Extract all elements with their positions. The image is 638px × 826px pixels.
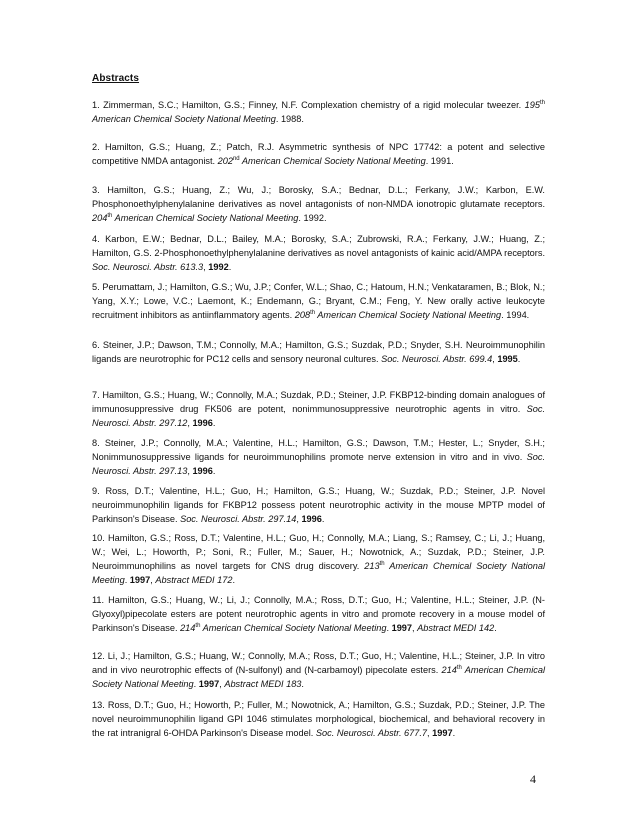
citation-source: Abstract MEDI 183 bbox=[224, 679, 302, 689]
reference-text: . bbox=[212, 466, 216, 476]
citation-source: American Chemical Society National Meeting bbox=[200, 623, 387, 633]
page-number: 4 bbox=[530, 772, 536, 786]
citation-source: 213 bbox=[364, 561, 380, 571]
citation-source: 214 bbox=[441, 665, 457, 675]
reference-text: 11. Hamilton, G.S.; Huang, W.; Li, J.; Connolly, M.A.; Ross, D.T.; Guo, H.; Valentine, H.L.; Steiner, J.P. (N-Glyoxyl)pipecolate esters are potent neurotrophic agents in vitro and promote recovery in a mouse model of Parkinson's Disease. bbox=[92, 595, 545, 633]
reference-item bbox=[92, 232, 545, 274]
reference-item bbox=[92, 593, 545, 635]
reference-text: . 1991. bbox=[425, 156, 454, 166]
reference-text: , bbox=[203, 262, 209, 272]
citation-source: American Chemical Society National Meeting bbox=[315, 310, 502, 320]
reference-text: , bbox=[412, 623, 418, 633]
reference-text: 12. Li, J.; Hamilton, G.S.; Huang, W.; Connolly, M.A.; Ross, D.T.; Guo, H.; Valentine, H.L.; Steiner, J.P. In vitro and in vivo neurotrophic effects of (N-sulfonyl) and (N-carbamoyl) pipecolate esters. bbox=[92, 651, 545, 675]
reference-text: . bbox=[212, 418, 216, 428]
citation-year: 1996 bbox=[301, 514, 322, 524]
citation-year: 1997 bbox=[432, 728, 453, 738]
ordinal-suffix: nd bbox=[232, 155, 240, 162]
reference-text: , bbox=[187, 418, 193, 428]
reference-text: 7. Hamilton, G.S.; Huang, W.; Connolly, M.A.; Suzdak, P.D.; Steiner, J.P. FKBP12-binding domain analogues of immunosuppressive drug FK506 are potent, nonimmunosuppressive neurotrophic agents in vitro. bbox=[92, 390, 545, 414]
reference-text: , bbox=[219, 679, 225, 689]
citation-source: American Chemical Society National Meeting bbox=[92, 114, 276, 124]
citation-source: Soc. Neurosci. Abstr. 297.12 bbox=[92, 404, 545, 428]
citation-source: Soc. Neurosci. Abstr. 677.7 bbox=[315, 728, 428, 738]
reference-text: 9. Ross, D.T.; Valentine, H.L.; Guo, H.; Hamilton, G.S.; Huang, W.; Suzdak, P.D.; Steiner, J.P. Novel neuroimmunophilin ligands for FKBP12 possess potent neurotrophic activity in the mouse MPTP model of Parkinson's Disease. bbox=[92, 486, 545, 524]
citation-source: 204 bbox=[92, 213, 108, 223]
reference-text: . bbox=[301, 679, 304, 689]
reference-text: . 1992. bbox=[298, 213, 327, 223]
citation-year: 1997 bbox=[198, 679, 220, 689]
ordinal-suffix: th bbox=[456, 664, 462, 671]
citation-year: 1996 bbox=[192, 466, 213, 476]
citation-year: 1995 bbox=[497, 354, 518, 364]
reference-text: 10. Hamilton, G.S.; Ross, D.T.; Valentine, H.L.; Guo, H.; Connolly, M.A.; Liang, S.; Ramsey, C.; Li, J.; Huang, W.; Wei, L.; Howorth, P.; Soni, R.; Fuller, M.; Sauer, H.; Nowotnick, A.; Suzdak, P.D.; Steiner, J.P. Neuroimmunophilins as novel targets for CNS drug discovery. bbox=[92, 533, 545, 571]
citation-source: Abstract MEDI 172 bbox=[155, 575, 233, 585]
reference-item bbox=[92, 531, 545, 587]
reference-item bbox=[92, 388, 545, 430]
reference-item bbox=[92, 140, 545, 168]
citation-source: 195 bbox=[524, 100, 540, 110]
reference-text: . 1994. bbox=[501, 310, 530, 320]
reference-item bbox=[92, 183, 545, 225]
reference-text: , bbox=[150, 575, 156, 585]
reference-text: , bbox=[492, 354, 498, 364]
citation-source: American Chemical Society National Meeting bbox=[112, 213, 299, 223]
citation-source: American Chemical Society National Meeting bbox=[239, 156, 426, 166]
reference-text: . 1988. bbox=[275, 114, 304, 124]
citation-source: Soc. Neurosci. Abstr. 297.14 bbox=[180, 514, 297, 524]
reference-text: 4. Karbon, E.W.; Bednar, D.L.; Bailey, M.A.; Borosky, S.A.; Zubrowski, R.A.; Ferkany, J.W.; Huang, Z.; Hamilton, G.S. 2-Phosphonoethylphenylalanine derivatives as novel antagonists of kainic acid/AMPA receptors. bbox=[92, 234, 545, 258]
reference-text: . bbox=[124, 575, 130, 585]
ordinal-suffix: th bbox=[539, 99, 545, 106]
reference-text: . bbox=[452, 728, 456, 738]
citation-source: American Chemical Society National Meeting bbox=[92, 561, 545, 585]
reference-text: , bbox=[427, 728, 433, 738]
citation-source: 202 bbox=[217, 156, 233, 166]
citation-source: Abstract MEDI 142 bbox=[417, 623, 495, 633]
reference-item bbox=[92, 698, 545, 740]
reference-text: 5. Perumattam, J.; Hamilton, G.S.; Wu, J.P.; Confer, W.L.; Shao, C.; Hatoum, H.N.; Venkataramen, B.; Blok, N.; Yang, X.Y.; Lowe, V.C.; Laemont, K.; Endemann, G.; Bryant, C.M.; Feng, Y. New orally active leukocyte recruitment inhibitors as antiinflammatory agents. bbox=[92, 282, 545, 320]
reference-item bbox=[92, 98, 545, 126]
citation-source: 214 bbox=[180, 623, 196, 633]
reference-text: . bbox=[232, 575, 236, 585]
reference-text: 6. Steiner, J.P.; Dawson, T.M.; Connolly, M.A.; Hamilton, G.S.; Suzdak, P.D.; Snyder, S.H. Neuroimmunophilin ligands are neurotrophic for PC12 cells and sensory neuronal cultures. bbox=[92, 340, 545, 364]
reference-text: . bbox=[193, 679, 199, 689]
reference-text: 3. Hamilton, G.S.; Huang, Z.; Wu, J.; Borosky, S.A.; Bednar, D.L.; Ferkany, J.W.; Karbon, E.W. Phosphonoethylphenylalanine derivatives as novel antagonists of non-NMDA ionotropic glutamate receptors. bbox=[92, 185, 545, 209]
reference-item bbox=[92, 436, 545, 478]
citation-source: American Chemical Society National Meeting bbox=[92, 665, 545, 689]
reference-text: , bbox=[296, 514, 302, 524]
ordinal-suffix: th bbox=[107, 212, 113, 219]
citation-year: 1996 bbox=[192, 418, 213, 428]
reference-text: 8. Steiner, J.P.; Connolly, M.A.; Valentine, H.L.; Hamilton, G.S.; Dawson, T.M.; Hester, L.; Snyder, S.H.; Nonimmunosuppressive ligands for neuroimmunophilins promote nerve extension in vitro and in vivo. bbox=[92, 438, 545, 462]
citation-source: Soc. Neurosci. Abstr. 297.13 bbox=[92, 452, 545, 476]
reference-text: . bbox=[494, 623, 497, 633]
citation-year: 1997 bbox=[391, 623, 413, 633]
reference-text: 2. Hamilton, G.S.; Huang, Z.; Patch, R.J. Asymmetric synthesis of NPC 17742: a potent and selective competitive NMDA antagonist. bbox=[92, 142, 545, 166]
ordinal-suffix: th bbox=[379, 560, 385, 567]
citation-source: 208 bbox=[294, 310, 311, 320]
section-heading: Abstracts bbox=[92, 73, 140, 84]
citation-source: Soc. Neurosci. Abstr. 613.3 bbox=[92, 262, 204, 272]
reference-item bbox=[92, 280, 545, 322]
reference-text: . bbox=[517, 354, 521, 364]
reference-item bbox=[92, 338, 545, 366]
reference-item bbox=[92, 484, 545, 526]
ordinal-suffix: th bbox=[195, 622, 201, 629]
reference-item bbox=[92, 649, 545, 691]
reference-text: , bbox=[187, 466, 193, 476]
reference-text: 1. Zimmerman, S.C.; Hamilton, G.S.; Finney, N.F. Complexation chemistry of a rigid molecular tweezer. bbox=[92, 100, 525, 110]
reference-text: . bbox=[386, 623, 392, 633]
citation-source: Soc. Neurosci. Abstr. 699.4 bbox=[381, 354, 493, 364]
ordinal-suffix: th bbox=[310, 309, 316, 316]
reference-text: . bbox=[321, 514, 325, 524]
reference-text: . bbox=[228, 262, 232, 272]
citation-year: 1997 bbox=[129, 575, 151, 585]
citation-year: 1992 bbox=[208, 262, 229, 272]
reference-text: 13. Ross, D.T.; Guo, H.; Howorth, P.; Fuller, M.; Nowotnick, A.; Hamilton, G.S.; Suzdak, P.D.; Steiner, J.P. The novel neuroimmunophilin ligand GPI 1046 stimulates morphological, biochemical, and behavioral recovery in the rat intranigral 6-OHDA Parkinson's Disease model. bbox=[92, 700, 545, 738]
